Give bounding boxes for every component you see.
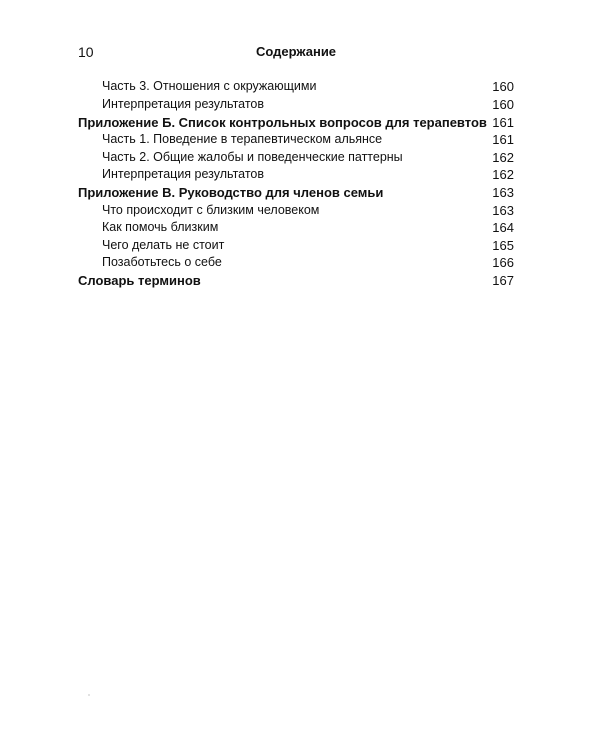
toc-entry-title: Что происходит с близким человеком xyxy=(102,202,320,217)
toc-entry-title: Часть 3. Отношения с окружающими xyxy=(102,79,317,93)
running-title: Содержание xyxy=(255,44,337,59)
toc-entry-page: 160 xyxy=(492,96,514,112)
toc-entry-page: 164 xyxy=(492,220,514,235)
toc-entry xyxy=(78,114,514,132)
toc-entry-page: 167 xyxy=(492,273,514,288)
toc-entry xyxy=(78,131,514,149)
toc-entry-title: Словарь терминов xyxy=(78,273,201,288)
toc-entry-page: 161 xyxy=(492,114,514,130)
toc-entry-page: 163 xyxy=(492,185,514,200)
toc-entry-title: Чего делать не стоит xyxy=(102,237,225,252)
toc-entry xyxy=(78,149,514,167)
toc-entry xyxy=(78,254,514,272)
toc-entry xyxy=(78,96,514,114)
toc-entry-title: Как помочь близким xyxy=(102,220,219,234)
toc-entry-title: Приложение В. Руководство для членов семьи xyxy=(78,185,384,200)
toc-entry-title: Часть 1. Поведение в терапевтическом альянсе xyxy=(102,132,383,146)
toc-entry-page: 163 xyxy=(492,202,514,218)
toc-entry-title: Часть 2. Общие жалобы и поведенческие паттерны xyxy=(102,149,403,164)
toc-entry xyxy=(78,78,514,96)
toc-entry xyxy=(78,237,514,255)
toc-entry-title: Интерпретация результатов xyxy=(102,96,265,111)
toc-entry-title: Приложение Б. Список контрольных вопросов для терапевтов xyxy=(78,114,487,130)
toc-entry-page: 162 xyxy=(492,149,514,165)
toc-entry-page: 160 xyxy=(492,79,514,94)
toc-entry xyxy=(78,272,514,290)
toc-entry-page: 162 xyxy=(492,167,514,182)
toc-entry xyxy=(78,202,514,220)
toc-entry-page: 165 xyxy=(492,237,514,253)
toc-entry xyxy=(78,184,514,202)
page-number: 10 xyxy=(78,44,94,60)
toc-entry-title: Позаботьтесь о себе xyxy=(102,255,222,269)
page-header xyxy=(78,44,514,64)
toc-entry-page: 166 xyxy=(492,255,514,270)
toc-entry-page: 161 xyxy=(492,132,514,147)
toc-entry xyxy=(78,166,514,184)
toc-entry xyxy=(78,219,514,237)
scan-speck xyxy=(88,694,90,696)
toc-entry-title: Интерпретация результатов xyxy=(102,167,265,181)
table-of-contents xyxy=(78,78,514,290)
